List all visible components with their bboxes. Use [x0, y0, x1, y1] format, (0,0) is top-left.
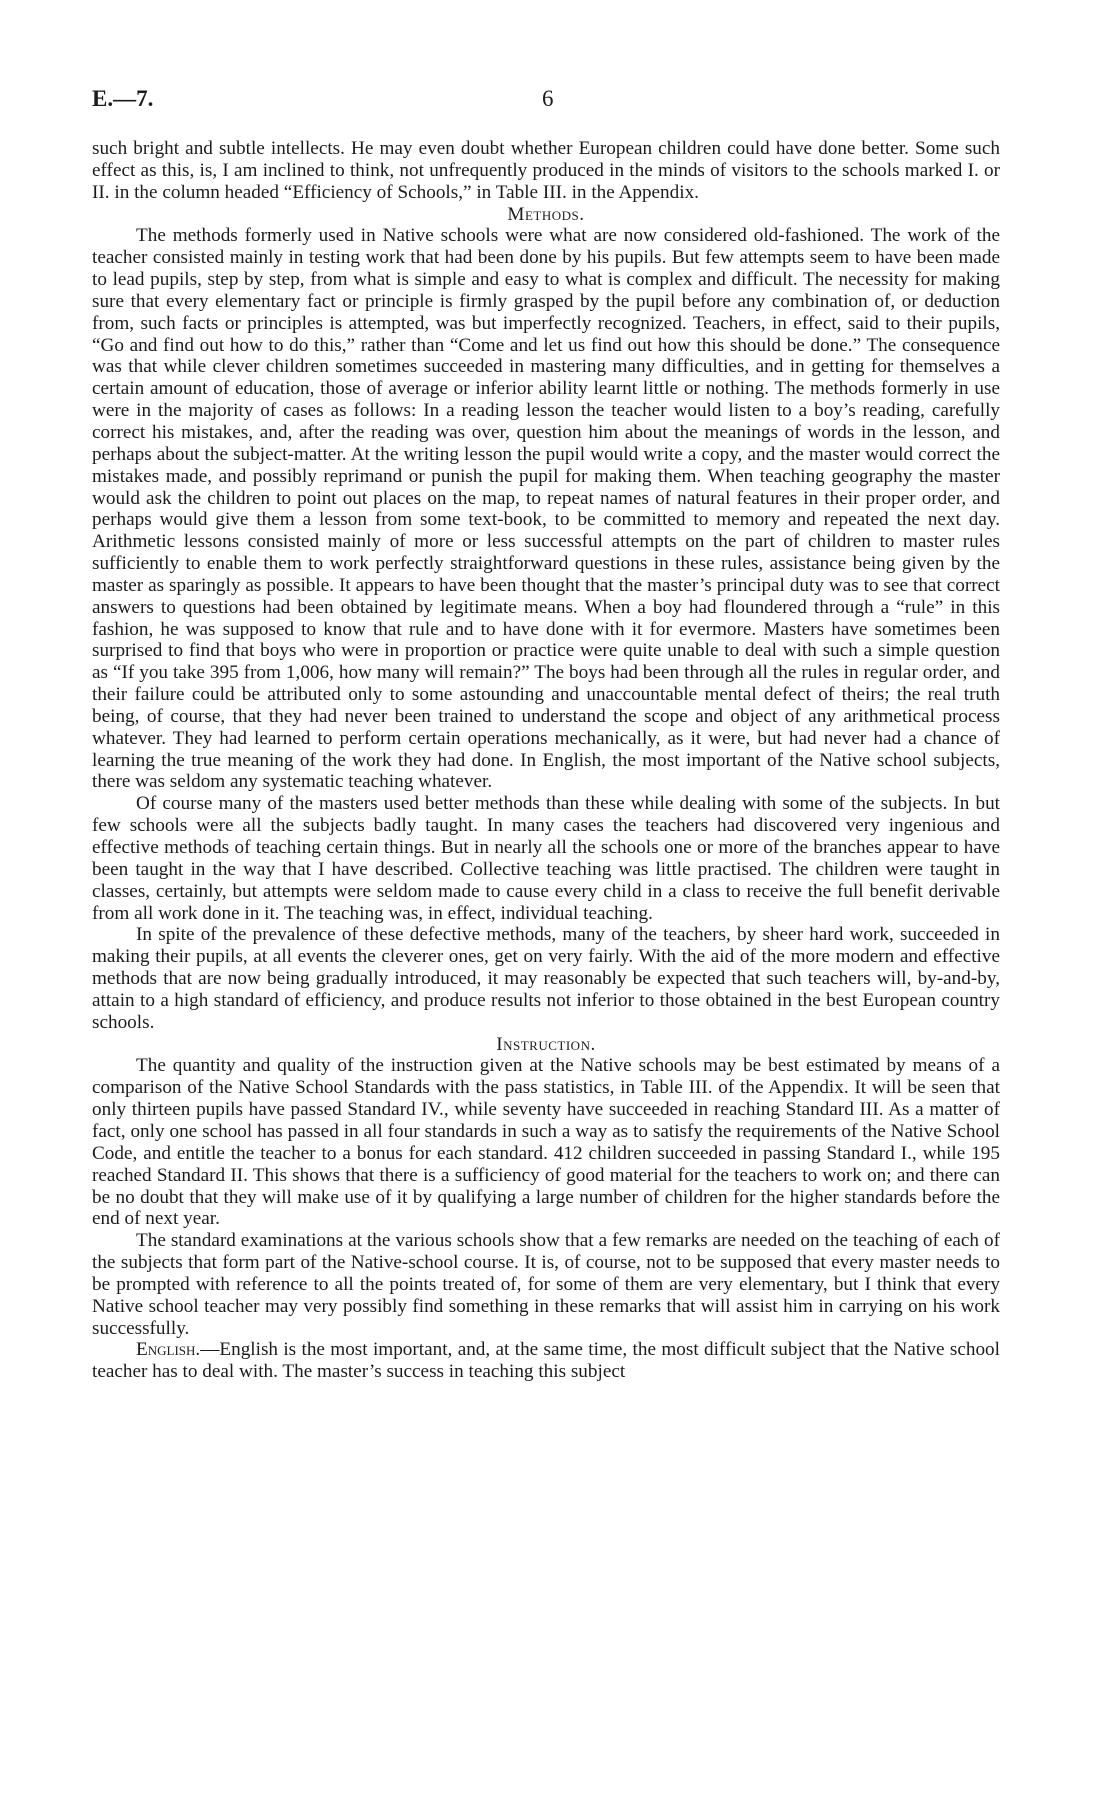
page-reference: E.—7.: [92, 86, 154, 111]
paragraph-methods-3: In spite of the prevalence of these defective methods, many of the teachers, by sheer hard work, succeeded in making their pupils, at all events the cleverer ones, get on very fairly. With the aid of the more modern and effective methods that are now being gradually introduced, it may reasonably be expected that such teachers will, by-and-by, attain to a high standard of efficiency, and produce results not inferior to those obtained in the best European country schools.: [92, 924, 1000, 1033]
paragraph-continuation: such bright and subtle intellects. He may even doubt whether European children could have done better. Some such effect as this, is, I am inclined to think, not unfrequently produced in the minds of visitors to the schools marked I. or II. in the column headed “Efficiency of Schools,” in Table III. in the Appendix.: [92, 138, 1000, 203]
paragraph-methods-1: The methods formerly used in Native schools were what are now considered old-fashioned. The work of the teacher consisted mainly in testing work that had been done by his pupils. But few attempts seem to have been made to lead pupils, step by step, from what is simple and easy to what is complex and difficult. The necessity for making sure that every elementary fact or principle is firmly grasped by the pupil before any combination of, or deduction from, such facts or principles is attempted, was but imperfectly recognized. Teachers, in effect, said to their pupils, “Go and find out how to do this,” rather than “Come and let us find out how this should be done.” The consequence was that while clever children sometimes succeeded in mastering many difficulties, and in getting for themselves a certain amount of education, those of average or inferior ability learnt little or nothing. The methods formerly in use were in the majority of cases as follows: In a reading lesson the teacher would listen to a boy’s reading, carefully correct his mistakes, and, after the reading was over, question him about the meanings of words in the lesson, and perhaps about the subject-matter. At the writing lesson the pupil would write a copy, and the master would correct the mistakes made, and possibly reprimand or punish the pupil for making them. When teaching geography the master would ask the children to point out places on the map, to repeat names of natural features in their proper order, and perhaps would give them a lesson from some text-book, to be committed to memory and repeated the next day. Arithmetic lessons consisted mainly of more or less successful attempts on the part of children to master rules sufficiently to enable them to work perfectly straightforward questions in these rules, assistance being given by the master as sparingly as possible. It appears to have been thought that the master’s principal duty was to see that correct answers to questions had been obtained by legitimate means. When a boy had floundered through a “rule” in this fashion, he was supposed to know that rule and to have done with it for evermore. Masters have sometimes been surprised to find that boys who were in proportion or practice were quite unable to deal with such a simple question as “If you take 395 from 1,006, how many will remain?” The boys had been through all the rules in regular order, and their failure could be attributed only to some astounding and unaccountable mental defect of theirs; the real truth being, of course, that they had never been trained to understand the scope and object of any arithmetical process whatever. They had learned to perform certain operations mechanically, as it were, but had never had a chance of learning the true meaning of the work they had done. In English, the most important of the Native school subjects, there was seldom any systematic teaching whatever.: [92, 225, 1000, 793]
paragraph-instruction-1: The quantity and quality of the instruction given at the Native schools may be best estimated by means of a comparison of the Native School Standards with the pass statistics, in Table III. of the Appendix. It will be seen that only thirteen pupils have passed Standard IV., while seventy have succeeded in reaching Standard III. As a matter of fact, only one school has passed in all four standards in such a way as to satisfy the requirements of the Native School Code, and entitle the teacher to a bonus for each standard. 412 children succeeded in passing Standard I., while 195 reached Standard II. This shows that there is a sufficiency of good material for the teachers to work on; and there can be no doubt that they will make use of it by qualifying a large number of children for the higher standards before the end of next year.: [92, 1055, 1000, 1230]
paragraph-instruction-2: The standard examinations at the various schools show that a few remarks are needed on the teaching of each of the subjects that form part of the Native-school course. It is, of course, not to be supposed that every master needs to be prompted with reference to all the points treated of, for some of them are very elementary, but I think that every Native school teacher may very possibly find something in these remarks that will assist him in carrying on his work successfully.: [92, 1230, 1000, 1339]
section-heading-instruction: Instruction.: [496, 1033, 596, 1055]
paragraph-methods-2: Of course many of the masters used better methods than these while dealing with some of the subjects. In but few schools were all the subjects badly taught. In many cases the teachers had discovered very ingenious and effective methods of teaching certain things. But in nearly all the schools one or more of the branches appear to have been taught in the way that I have described. Collective teaching was little practised. The children were taught in classes, certainly, but attempts were seldom made to cause every child in a class to receive the full benefit derivable from all work done in it. The teaching was, in effect, individual teaching.: [92, 793, 1000, 924]
section-heading-methods: Methods.: [507, 203, 585, 225]
paragraph-english: [92, 1339, 1000, 1383]
english-lead: English.: [136, 1339, 201, 1361]
page-number: 6: [542, 86, 554, 111]
document-body: [92, 138, 1000, 1383]
english-text: —English is the most important, and, at the same time, the most difficult subject that the Native school teacher has to deal with. The master’s success in teaching this subject: [92, 1339, 1000, 1383]
